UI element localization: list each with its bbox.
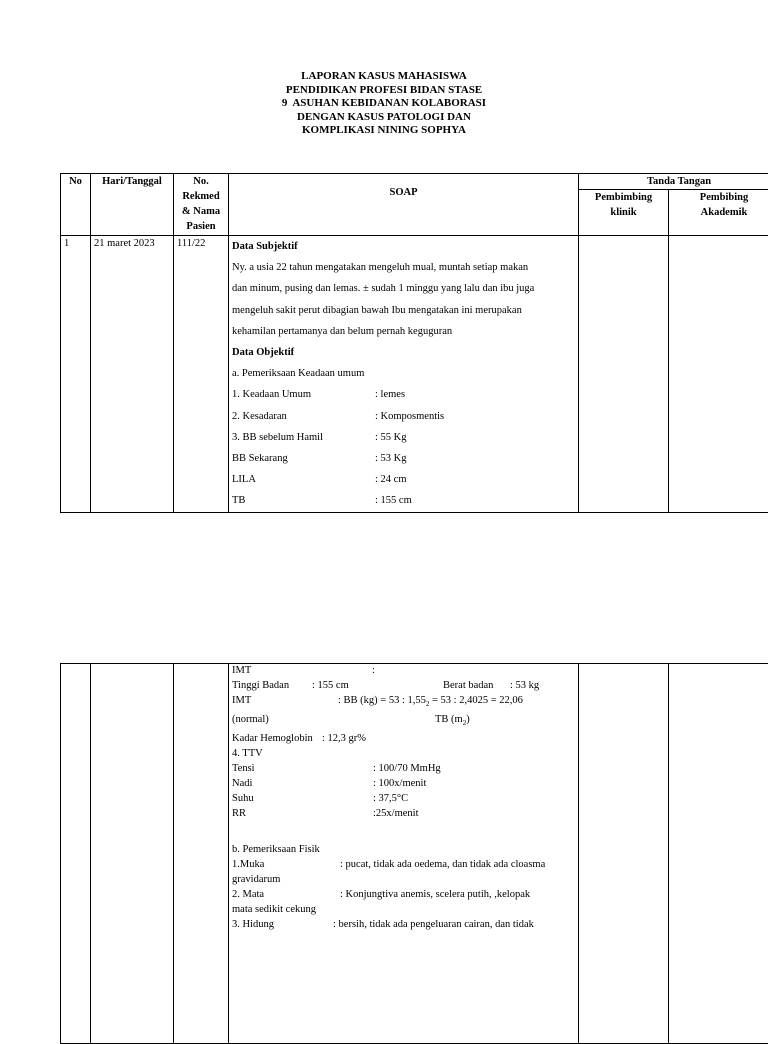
exam-key: LILA: [232, 469, 375, 490]
exam-key: 3. BB sebelum Hamil: [232, 427, 375, 448]
vital-row: [232, 806, 575, 821]
exam-value: : 55 Kg: [375, 427, 407, 448]
vital-key: Tensi: [232, 761, 373, 776]
soap-table-page-2: [60, 663, 768, 1044]
physical-exam-row: [232, 887, 575, 902]
header-academic-line: Pembibing: [672, 190, 768, 205]
header-no: No: [61, 174, 91, 236]
header-signature: Tanda Tangan: [579, 174, 768, 190]
exam-row: [232, 469, 575, 490]
header-rekmed-line: No.: [177, 174, 225, 189]
imt-key: IMT: [232, 664, 372, 678]
title-line: LAPORAN KASUS MAHASISWA: [0, 70, 768, 84]
exam-key: 1. Keadaan Umum: [232, 384, 375, 405]
exam-value: : Komposmentis: [375, 406, 444, 427]
header-academic-supervisor: [669, 190, 768, 236]
header-soap: SOAP: [229, 174, 579, 236]
vital-row: [232, 791, 575, 806]
physical-exam-row: [232, 917, 575, 932]
vital-row: [232, 776, 575, 791]
header-rekmed-line: & Nama: [177, 204, 225, 219]
subjective-line: kehamilan pertamanya dan belum pernah keguguran: [232, 321, 575, 342]
physical-exam-continuation: mata sedikit cekung: [232, 902, 575, 917]
physical-exam-row: [232, 857, 575, 872]
header-academic-line: Akademik: [672, 205, 768, 220]
cell-clinical-signature-cont: [579, 664, 669, 1044]
vital-value: : 100x/menit: [373, 776, 426, 791]
hemoglobin-value: : 12,3 gr%: [322, 731, 366, 746]
subjective-line: Ny. a usia 22 tahun mengatakan mengeluh mual, muntah setiap makan: [232, 257, 575, 278]
physical-exam-heading: b. Pemeriksaan Fisik: [232, 842, 575, 857]
title-line: 9 ASUHAN KEBIDANAN KOLABORASI: [0, 97, 768, 111]
cell-soap: [229, 236, 579, 513]
vital-row: [232, 761, 575, 776]
hemoglobin-row: [232, 731, 575, 746]
header-rekmed-line: Pasien: [177, 219, 225, 234]
subjective-line: mengeluh sakit perut dibagian bawah Ibu mengatakan ini merupakan: [232, 300, 575, 321]
imt-formula-sub: 2: [426, 700, 430, 708]
exam-row: [232, 384, 575, 405]
imt-value: :: [372, 664, 375, 678]
document-title: [0, 70, 768, 138]
cell-clinical-signature: [579, 236, 669, 513]
exam-value: : 24 cm: [375, 469, 407, 490]
imt-formula: [338, 693, 523, 712]
hemoglobin-key: Kadar Hemoglobin: [232, 731, 322, 746]
exam-heading: a. Pemeriksaan Keadaan umum: [232, 363, 575, 384]
vital-value: :25x/menit: [373, 806, 419, 821]
exam-row: [232, 490, 575, 511]
cell-academic-signature: [669, 236, 768, 513]
cell-academic-signature-cont: [669, 664, 768, 1044]
cell-no: 1: [61, 236, 91, 513]
imt-formula-text: : BB (kg) = 53 : 1,55: [338, 695, 426, 706]
header-rekmed-line: Rekmed: [177, 189, 225, 204]
imt-normal: (normal): [232, 712, 435, 731]
physical-exam-value: : pucat, tidak ada oedema, dan tidak ada cloasma: [340, 857, 545, 872]
header-rekmed: [174, 174, 229, 236]
header-clinical-supervisor: [579, 190, 669, 236]
spacer: [232, 821, 575, 842]
exam-row: [232, 448, 575, 469]
exam-value: : lemes: [375, 384, 405, 405]
title-line: DENGAN KASUS PATOLOGI DAN: [0, 111, 768, 125]
header-date: Hari/Tanggal: [91, 174, 174, 236]
vital-key: Nadi: [232, 776, 373, 791]
height-weight-row: [232, 678, 575, 693]
imt-denominator: [435, 712, 470, 731]
cell-soap-cont: [229, 664, 579, 1044]
exam-row: [232, 427, 575, 448]
imt-row: [232, 664, 575, 678]
weight-value: : 53 kg: [510, 678, 539, 693]
physical-exam-key: 1.Muka: [232, 857, 340, 872]
title-line: KOMPLIKASI NINING SOPHYA: [0, 124, 768, 138]
vital-key: RR: [232, 806, 373, 821]
objective-heading: Data Objektif: [232, 342, 575, 363]
imt-formula-result: = 53 : 2,4025 = 22,06: [429, 695, 523, 706]
exam-key: BB Sekarang: [232, 448, 375, 469]
header-clinical-line: klinik: [582, 205, 665, 220]
vital-key: Suhu: [232, 791, 373, 806]
physical-exam-key: 3. Hidung: [232, 917, 333, 932]
cell-no-cont: [61, 664, 91, 1044]
exam-key: TB: [232, 490, 375, 511]
physical-exam-key: 2. Mata: [232, 887, 340, 902]
imt-denominator-text: TB (m: [435, 714, 463, 725]
imt-normal-row: [232, 712, 575, 731]
cell-rekmed-cont: [174, 664, 229, 1044]
imt-formula-row: [232, 693, 575, 712]
soap-table-page-1: [60, 173, 768, 513]
physical-exam-continuation: gravidarum: [232, 872, 575, 887]
cell-date: 21 maret 2023: [91, 236, 174, 513]
physical-exam-value: : bersih, tidak ada pengeluaran cairan, dan tidak: [333, 917, 534, 932]
exam-key: 2. Kesadaran: [232, 406, 375, 427]
ttv-heading: 4. TTV: [232, 746, 575, 761]
subjective-line: dan minum, pusing dan lemas. ± sudah 1 minggu yang lalu dan ibu juga: [232, 278, 575, 299]
weight-key: Berat badan: [443, 678, 510, 693]
imt-denominator-end: ): [466, 714, 470, 725]
header-clinical-line: Pembimbing: [582, 190, 665, 205]
vital-value: : 37,5°C: [373, 791, 408, 806]
cell-rekmed: 111/22: [174, 236, 229, 513]
height-key: Tinggi Badan: [232, 678, 312, 693]
cell-date-cont: [91, 664, 174, 1044]
title-line: PENDIDIKAN PROFESI BIDAN STASE: [0, 84, 768, 98]
exam-value: : 155 cm: [375, 490, 412, 511]
imt-formula-key: IMT: [232, 693, 338, 712]
vital-value: : 100/70 MmHg: [373, 761, 441, 776]
height-value: : 155 cm: [312, 678, 443, 693]
exam-row: [232, 406, 575, 427]
subjective-heading: Data Subjektif: [232, 236, 575, 257]
imt-denominator-sub: 2: [463, 719, 467, 727]
physical-exam-value: : Konjungtiva anemis, scelera putih, ,kelopak: [340, 887, 530, 902]
exam-value: : 53 Kg: [375, 448, 407, 469]
